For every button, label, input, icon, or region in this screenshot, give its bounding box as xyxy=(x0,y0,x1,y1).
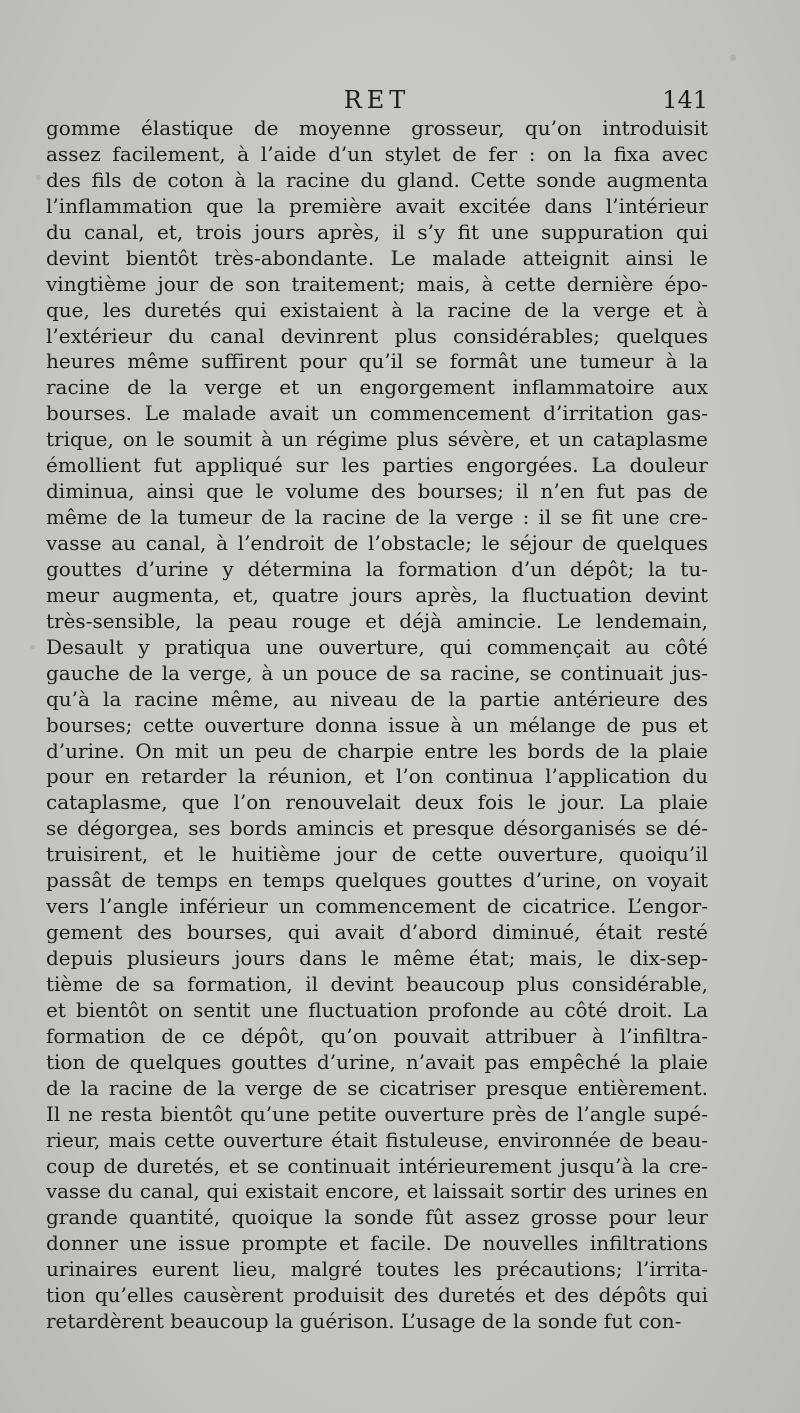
text-line: retardèrent beaucoup la guérison. L’usage de la sonde fut con- xyxy=(46,1309,682,1334)
text-line: du canal, et, trois jours après, il s’y fit une suppuration qui xyxy=(46,219,708,244)
running-title: RET xyxy=(343,86,411,114)
text-line: depuis plusieurs jours dans le même état; mais, le dix-sep- xyxy=(46,946,708,970)
text-line: bourses. Le malade avait un commencement d’irritation gas- xyxy=(46,401,708,426)
text-line: racine de la verge et un engorgement inflammatoire aux xyxy=(46,375,708,400)
page-number: 141 xyxy=(662,86,708,114)
paper-spot xyxy=(730,55,736,61)
text-line: passât de temps en temps quelques gouttes d’urine, on voyait xyxy=(46,868,708,893)
body-text xyxy=(46,116,708,1335)
text-line: devint bientôt très-abondante. Le malade atteignit ainsi le xyxy=(46,245,708,270)
text-line: cataplasme, que l’on renouvelait deux fois le jour. La plaie xyxy=(46,790,708,815)
text-line: gomme élastique de moyenne grosseur, qu’on introduisit xyxy=(46,116,708,140)
text-line: tion qu’elles causèrent produisit des duretés et des dépôts qui xyxy=(46,1283,708,1308)
text-line: vingtième jour de son traitement; mais, à cette dernière épo- xyxy=(46,271,708,296)
text-line: vers l’angle inférieur un commencement de cicatrice. L’engor- xyxy=(46,894,708,919)
paper-spot xyxy=(30,645,35,649)
text-line: des fils de coton à la racine du gland. Cette sonde augmenta xyxy=(46,167,708,192)
text-line: vasse au canal, à l’endroit de l’obstacle; le séjour de quelques xyxy=(46,531,708,555)
text-line: même de la tumeur de la racine de la verge : il se fit une cre- xyxy=(46,505,708,530)
text-line: gement des bourses, qui avait d’abord diminué, était resté xyxy=(46,920,708,945)
paper-spot xyxy=(36,175,41,180)
text-line: l’extérieur du canal devinrent plus considérables; quelques xyxy=(46,323,708,348)
text-line: meur augmenta, et, quatre jours après, la fluctuation devint xyxy=(46,582,708,607)
text-line: de la racine de la verge de se cicatriser presque entièrement. xyxy=(46,1075,708,1100)
text-line: grande quantité, quoique la sonde fût assez grosse pour leur xyxy=(46,1205,708,1230)
text-line: rieur, mais cette ouverture était fistuleuse, environnée de beau- xyxy=(46,1127,708,1152)
text-line: Il ne resta bientôt qu’une petite ouverture près de l’angle supé- xyxy=(46,1101,708,1126)
text-line: gauche de la verge, à un pouce de sa racine, se continuait jus- xyxy=(46,660,708,685)
running-head xyxy=(46,82,708,118)
text-line: gouttes d’urine y détermina la formation d’un dépôt; la tu- xyxy=(46,556,708,581)
text-line: urinaires eurent lieu, malgré toutes les précautions; l’irrita- xyxy=(46,1257,708,1282)
text-line: heures même suffirent pour qu’il se formât une tumeur à la xyxy=(46,349,708,374)
text-line: formation de ce dépôt, qu’on pouvait attribuer à l’infiltra- xyxy=(46,1023,708,1048)
text-line: très-sensible, la peau rouge et déjà amincie. Le lendemain, xyxy=(46,608,708,633)
text-line: trique, on le soumit à un régime plus sévère, et un cataplasme xyxy=(46,427,708,452)
text-line: Desault y pratiqua une ouverture, qui commençait au côté xyxy=(46,634,708,659)
text-line: pour en retarder la réunion, et l’on continua l’application du xyxy=(46,764,708,789)
text-line: l’inflammation que la première avait excitée dans l’intérieur xyxy=(46,193,708,218)
text-line: tion de quelques gouttes d’urine, n’avait pas empêché la plaie xyxy=(46,1049,708,1074)
text-line: émollient fut appliqué sur les parties engorgées. La douleur xyxy=(46,453,708,478)
text-line: se dégorgea, ses bords amincis et presque désorganisés se dé- xyxy=(46,816,708,841)
text-line: que, les duretés qui existaient à la racine de la verge et à xyxy=(46,297,708,322)
text-line: bourses; cette ouverture donna issue à un mélange de pus et xyxy=(46,712,708,737)
text-line: donner une issue prompte et facile. De nouvelles infiltrations xyxy=(46,1231,708,1256)
text-line: et bientôt on sentit une fluctuation profonde au côté droit. La xyxy=(46,997,708,1022)
text-line: d’urine. On mit un peu de charpie entre les bords de la plaie xyxy=(46,738,708,763)
text-line: qu’à la racine même, au niveau de la partie antérieure des xyxy=(46,686,708,711)
text-line: assez facilement, à l’aide d’un stylet de fer : on la fixa avec xyxy=(46,141,708,166)
text-line: coup de duretés, et se continuait intérieurement jusqu’à la cre- xyxy=(46,1153,708,1178)
text-line: tième de sa formation, il devint beaucoup plus considérable, xyxy=(46,971,708,996)
text-line: truisirent, et le huitième jour de cette ouverture, quoiqu’il xyxy=(46,842,708,867)
text-line: vasse du canal, qui existait encore, et laissait sortir des urines en xyxy=(46,1180,708,1204)
text-line: diminua, ainsi que le volume des bourses; il n’en fut pas de xyxy=(46,479,708,504)
